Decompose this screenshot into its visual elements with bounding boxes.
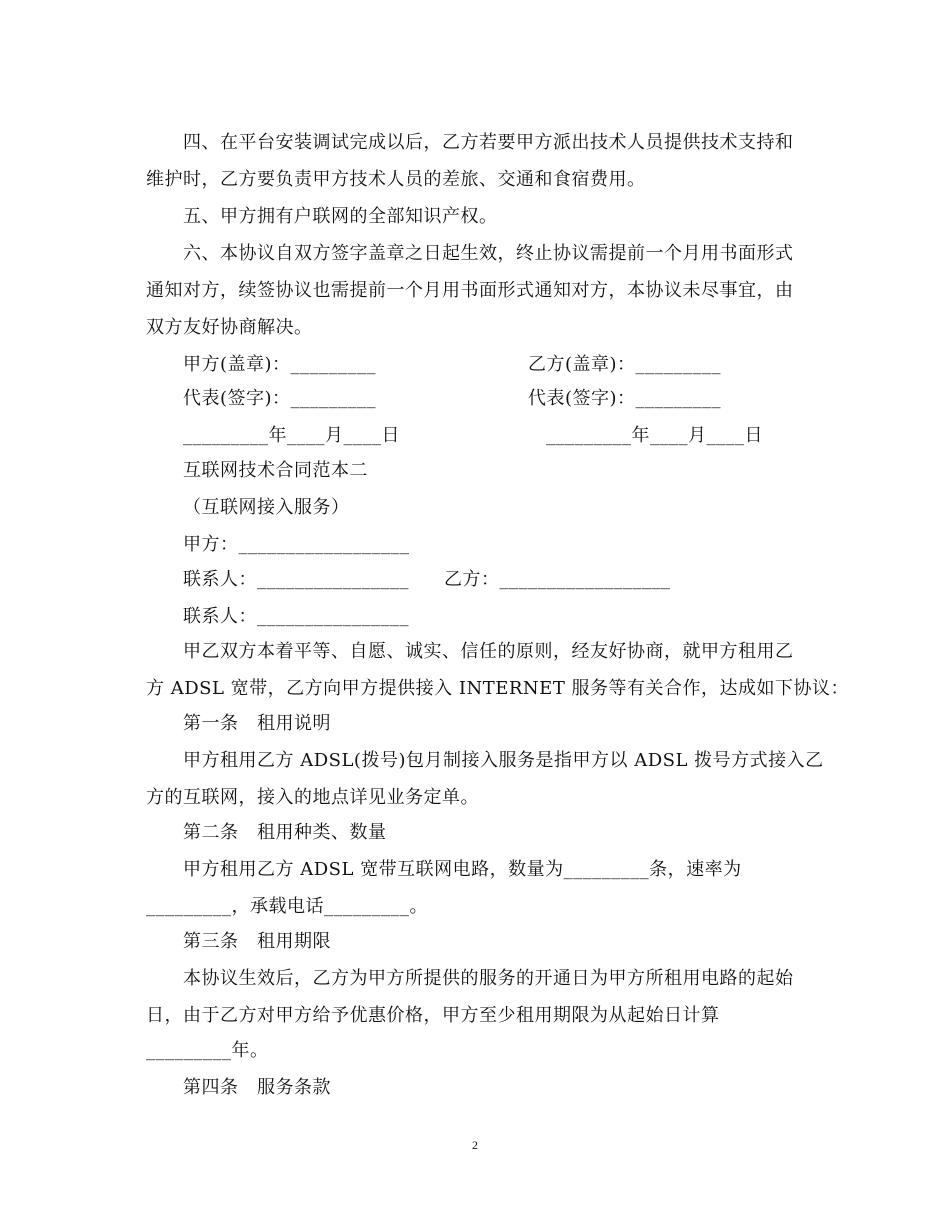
paragraph-line: 四、在平台安装调试完成以后，乙方若要甲方派出技术人员提供技术支持和: [183, 132, 794, 153]
paragraph-line: 方 ADSL 宽带，乙方向甲方提供接入 INTERNET 服务等有关合作，达成如下协议：: [146, 678, 850, 699]
paragraph-line: 甲乙双方本着平等、自愿、诚实、信任的原则，经友好协商，就甲方租用乙: [183, 641, 794, 662]
paragraph-line: _________，承载电话_________。: [146, 896, 428, 917]
paragraph-line: 日，由于乙方对甲方给予优惠价格，甲方至少租用期限为从起始日计算: [146, 1005, 720, 1026]
paragraph-line: 方的互联网，接入的地点详见业务定单。: [146, 787, 479, 808]
section-title: 互联网技术合同范本二: [183, 460, 368, 481]
paragraph-line: 甲方租用乙方 ADSL 宽带互联网电路，数量为_________条，速率为: [183, 859, 742, 880]
paragraph-line: 通知对方，续签协议也需提前一个月用书面形式通知对方，本协议未尽事宜，由: [146, 280, 794, 301]
party-a-seal: 甲方(盖章)：_________: [183, 354, 377, 375]
contact-b-field: 联系人：________________: [183, 606, 409, 627]
party-a-field: 甲方：__________________: [183, 534, 410, 555]
date-a: _________年____月____日: [183, 425, 400, 446]
date-b: _________年____月____日: [546, 425, 763, 446]
party-b-seal: 乙方(盖章)：_________: [528, 354, 722, 375]
representative-b: 代表(签字)：_________: [528, 388, 722, 409]
party-b-field: 乙方：__________________: [444, 569, 671, 590]
paragraph-line: 甲方租用乙方 ADSL(拨号)包月制接入服务是指甲方以 ADSL 拨号方式接入乙: [183, 750, 824, 771]
section-subtitle: （互联网接入服务）: [183, 497, 350, 518]
paragraph-line: 五、甲方拥有户联网的全部知识产权。: [183, 206, 498, 227]
article-heading: 第一条 租用说明: [183, 713, 331, 734]
paragraph-line: 双方友好协商解决。: [146, 317, 313, 338]
paragraph-line: 六、本协议自双方签字盖章之日起生效，终止协议需提前一个月用书面形式: [183, 243, 794, 264]
paragraph-line: 本协议生效后，乙方为甲方所提供的服务的开通日为甲方所租用电路的起始: [183, 968, 794, 989]
representative-a: 代表(签字)：_________: [183, 388, 377, 409]
article-heading: 第二条 租用种类、数量: [183, 822, 387, 843]
article-heading: 第四条 服务条款: [183, 1077, 331, 1098]
article-heading: 第三条 租用期限: [183, 931, 331, 952]
contact-a-field: 联系人：________________: [183, 569, 409, 590]
page-number: 2: [472, 1138, 478, 1152]
paragraph-line: 维护时，乙方要负责甲方技术人员的差旅、交通和食宿费用。: [146, 169, 646, 190]
paragraph-line: _________年。: [146, 1040, 269, 1061]
